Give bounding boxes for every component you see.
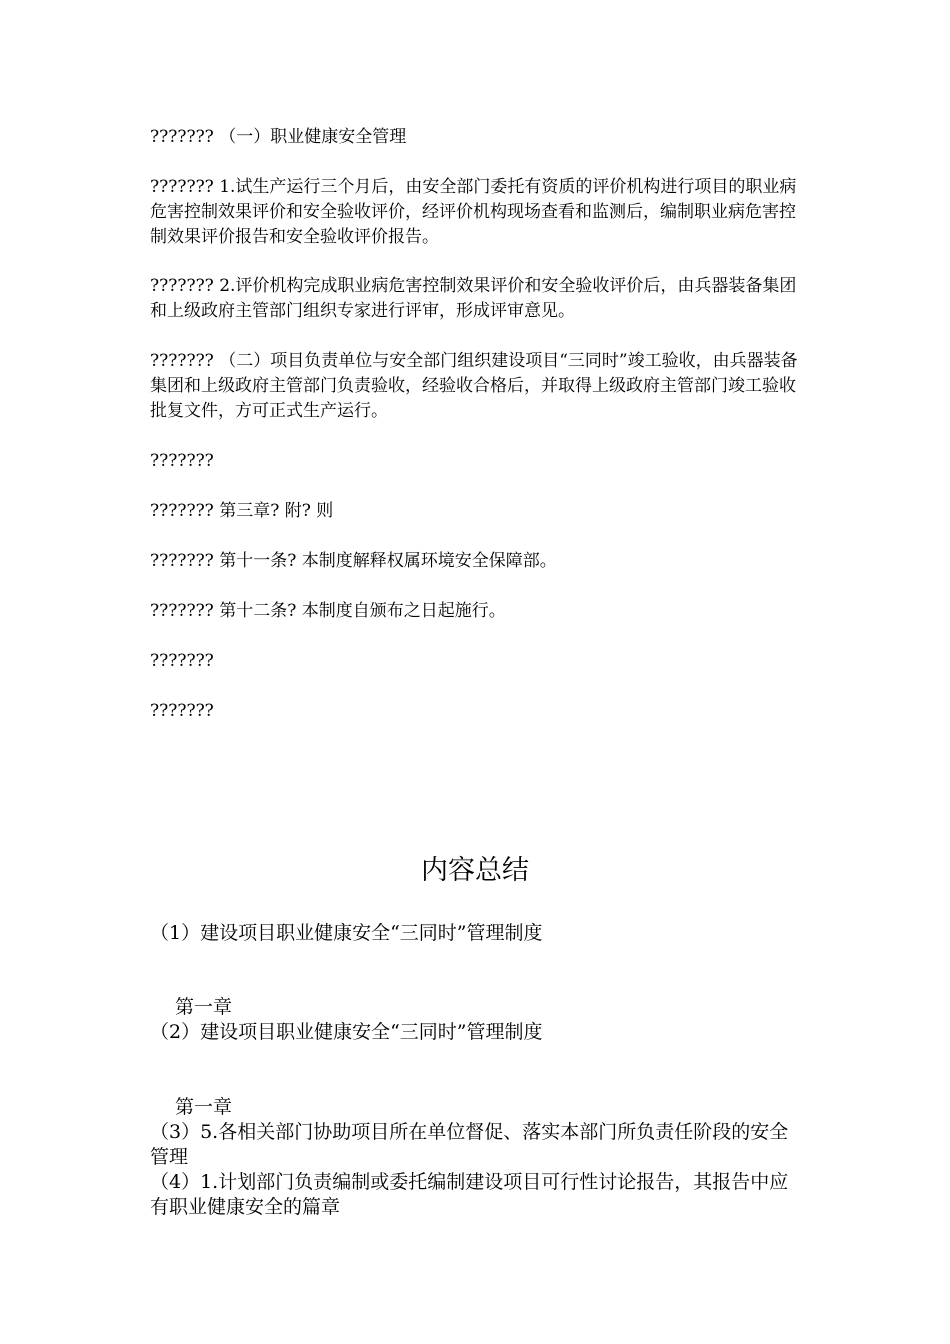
article-twelve: ??????? 第十二条? 本制度自颁布之日起施行。 [150, 601, 506, 621]
summary-item-2: （2）建设项目职业健康安全“三同时”管理制度 [150, 1021, 543, 1043]
placeholder-line: ??????? [150, 701, 214, 721]
summary-item-1: （1）建设项目职业健康安全“三同时”管理制度 [150, 922, 543, 944]
body-paragraph-evaluation-review: ??????? 2.评价机构完成职业病危害控制效果评价和安全验收评价后，由兵器装备集团和上级政府主管部门组织专家进行评审，形成评审意见。 [150, 276, 797, 321]
section-heading-occupational-health: ??????? （一）职业健康安全管理 [150, 127, 407, 147]
chapter-heading-appendix: ??????? 第三章? 附? 则 [150, 501, 334, 521]
section-heading-acceptance: ??????? （二）项目负责单位与安全部门组织建设项目“三同时”竣工验收，由兵器装备集团和上级政府主管部门负责验收，经验收合格后，并取得上级政府主管部门竣工验收批复文件，方可正式生产运行。 [150, 351, 798, 421]
summary-item-4: （4）1.计划部门负责编制或委托编制建设项目可行性讨论报告，其报告中应有职业健康安全的篇章 [150, 1171, 789, 1218]
summary-item-3: （3）5.各相关部门协助项目所在单位督促、落实本部门所负责任阶段的安全管理 [150, 1121, 789, 1168]
summary-item-1-chapter: 第一章 [175, 996, 233, 1018]
summary-title: 内容总结 [421, 855, 529, 886]
summary-item-2-chapter: 第一章 [175, 1096, 233, 1118]
placeholder-line: ??????? [150, 451, 214, 471]
placeholder-line: ??????? [150, 651, 214, 671]
body-paragraph-trial-production: ??????? 1.试生产运行三个月后，由安全部门委托有资质的评价机构进行项目的职业病危害控制效果评价和安全验收评价，经评价机构现场查看和监测后，编制职业病危害控制效果评价报告和安全验收评价报告。 [150, 177, 797, 247]
article-eleven: ??????? 第十一条? 本制度解释权属环境安全保障部。 [150, 551, 557, 571]
